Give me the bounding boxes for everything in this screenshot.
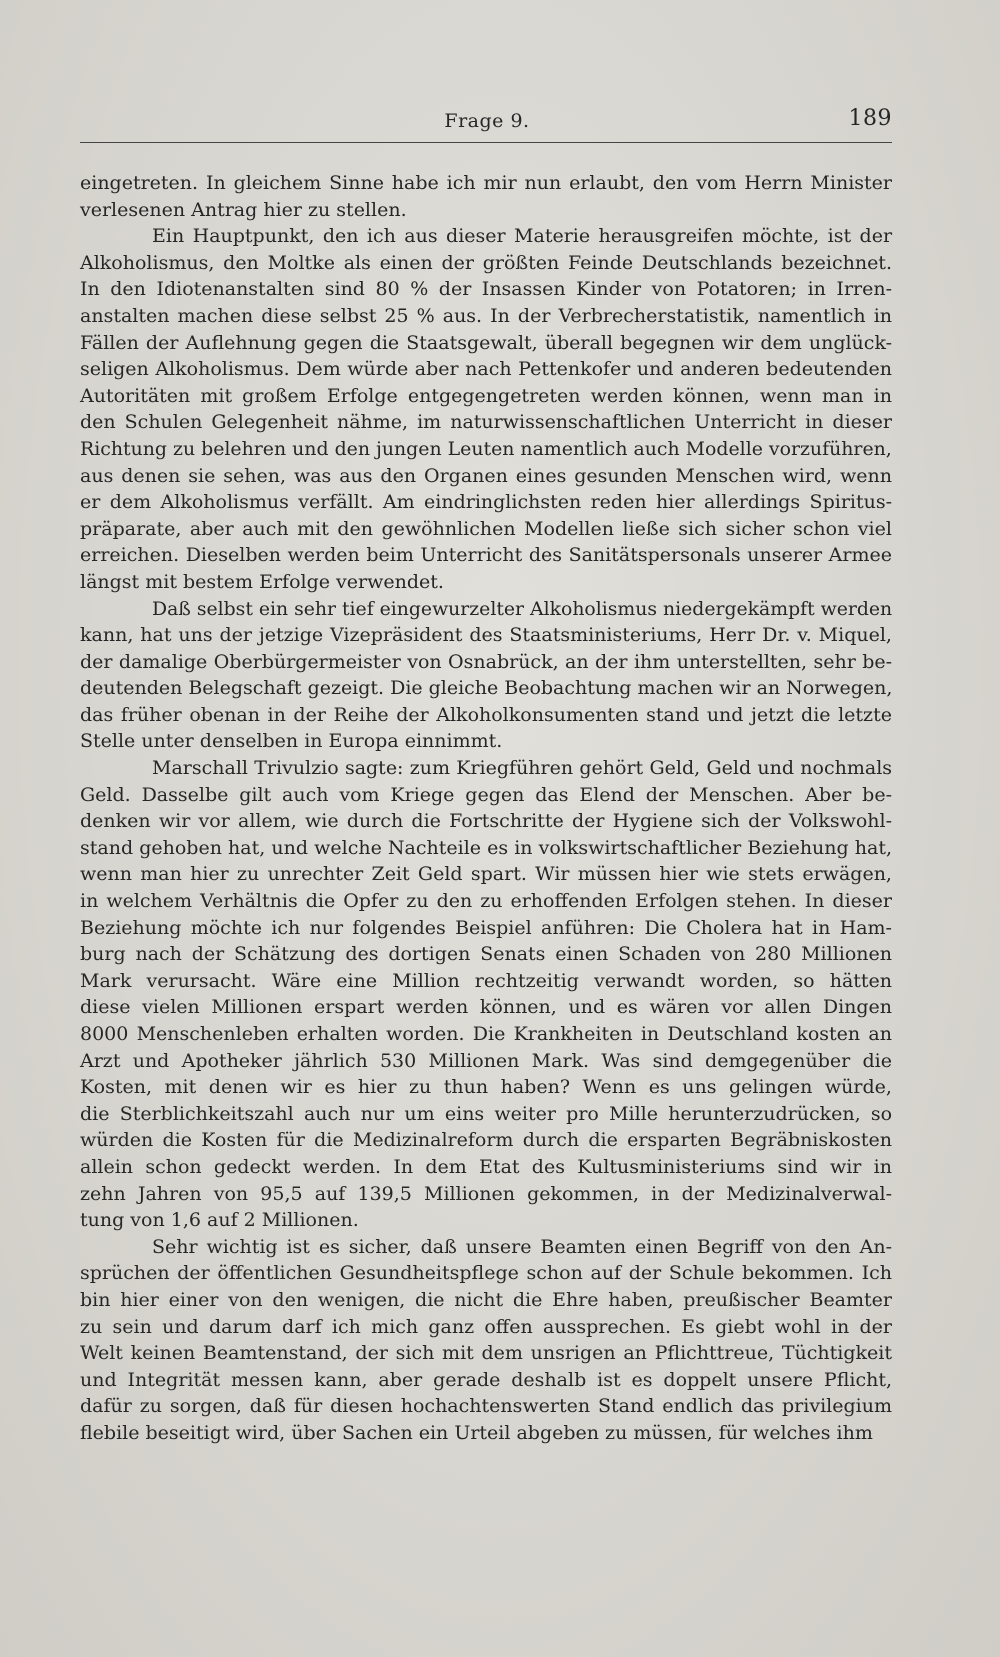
text-line: Arzt und Apotheker jährlich 530 Millionen Mark. Was sind demgegenüber die [80, 1049, 892, 1072]
text-line: längst mit bestem Erfolge verwendet. [80, 570, 444, 593]
text-line: Ein Hauptpunkt, den ich aus dieser Materie herausgreifen möchte, ist der [152, 225, 893, 248]
text-line: Alkoholismus, den Moltke als einen der größten Feinde Deutschlands bezeichnet. [80, 251, 892, 274]
page-number: 189 [848, 106, 892, 131]
text-line: Beziehung möchte ich nur folgendes Beispiel anführen: Die Cholera hat in Ham- [80, 916, 892, 939]
text-line: sprüchen der öffentlichen Gesundheitspflege schon auf der Schule bekommen. Ich [80, 1262, 892, 1285]
text-line: erreichen. Dieselben werden beim Unterricht des Sanitätspersonals unserer Armee [80, 544, 892, 567]
text-line: Marschall Trivulzio sagte: zum Kriegführen gehört Geld, Geld und nochmals [152, 757, 893, 780]
text-line: denken wir vor allem, wie durch die Fortschritte der Hygiene sich der Volkswohl- [80, 810, 893, 833]
text-line: das früher obenan in der Reihe der Alkoholkonsumenten stand und jetzt die letzte [80, 703, 892, 726]
paragraph [80, 755, 900, 1234]
paragraph [80, 596, 900, 756]
text-line: Richtung zu belehren und den jungen Leuten namentlich auch Modelle vorzuführen, [80, 437, 892, 460]
text-line: Geld. Dasselbe gilt auch vom Kriege gegen das Elend der Menschen. Aber be- [80, 783, 893, 806]
paragraph [80, 1234, 900, 1447]
text-line: würden die Kosten für die Medizinalreform durch die ersparten Begräbniskosten [80, 1129, 892, 1152]
text-line: bin hier einer von den wenigen, die nicht die Ehre haben, preußischer Beamter [80, 1288, 892, 1311]
text-line: burg nach der Schätzung des dortigen Senats einen Schaden von 280 Millionen [80, 943, 892, 966]
text-line: Fällen der Auflehnung gegen die Staatsgewalt, überall begegnen wir dem unglück- [80, 331, 893, 354]
text-line: allein schon gedeckt werden. In dem Etat des Kultusministeriums sind wir in [80, 1155, 892, 1178]
text-line: In den Idiotenanstalten sind 80 % der Insassen Kinder von Potatoren; in Irren- [80, 278, 893, 301]
text-line: präparate, aber auch mit den gewöhnlichen Modellen ließe sich sicher schon viel [80, 517, 892, 540]
text-line: Kosten, mit denen wir es hier zu thun haben? Wenn es uns gelingen würde, [80, 1076, 892, 1099]
text-line: aus denen sie sehen, was aus den Organen eines gesunden Menschen wird, wenn [80, 464, 892, 487]
text-line: verlesenen Antrag hier zu stellen. [80, 198, 407, 221]
text-line: in welchem Verhältnis die Opfer zu den zu erhoffenden Erfolgen stehen. In dieser [80, 890, 892, 913]
running-head [82, 104, 892, 144]
text-line: Daß selbst ein sehr tief eingewurzelter Alkoholismus niedergekämpft werden [152, 597, 893, 620]
paragraph [80, 223, 900, 595]
text-line: der damalige Oberbürgermeister von Osnabrück, an der ihm unterstellten, sehr be- [80, 650, 893, 673]
header-rule [80, 142, 892, 143]
text-line: zu sein und darum darf ich mich ganz offen aussprechen. Es giebt wohl in der [80, 1315, 893, 1338]
text-line: tung von 1,6 auf 2 Millionen. [80, 1209, 359, 1232]
text-line: eingetreten. In gleichem Sinne habe ich mir nun erlaubt, den vom Herrn Minister [80, 172, 892, 194]
text-line: kann, hat uns der jetzige Vizepräsident des Staatsministeriums, Herr Dr. v. Miquel, [80, 624, 892, 647]
text-line: dafür zu sorgen, daß für diesen hochachtenswerten Stand endlich das privilegium [80, 1395, 892, 1418]
text-line: Autoritäten mit großem Erfolge entgegengetreten werden können, wenn man in [80, 384, 892, 407]
text-line: Sehr wichtig ist es sicher, daß unsere Beamten einen Begriff von den An- [152, 1235, 893, 1258]
text-line: anstalten machen diese selbst 25 % aus. In der Verbrecherstatistik, namentlich in [80, 304, 893, 327]
text-line: wenn man hier zu unrechter Zeit Geld spart. Wir müssen hier wie stets erwägen, [80, 863, 892, 886]
body-text [80, 170, 900, 1447]
text-line: seligen Alkoholismus. Dem würde aber nach Pettenkofer und anderen bedeutenden [80, 358, 892, 381]
text-line: 8000 Menschenleben erhalten worden. Die Krankheiten in Deutschland kosten an [80, 1023, 892, 1045]
text-line: zehn Jahren von 95,5 auf 139,5 Millionen gekommen, in der Medizinalverwal- [80, 1182, 893, 1205]
text-line: Stelle unter denselben in Europa einnimmt. [80, 730, 503, 753]
text-line: die Sterblichkeitszahl auch nur um eins weiter pro Mille herunterzudrücken, so [80, 1102, 893, 1125]
text-line: stand gehoben hat, und welche Nachteile es in volkswirtschaftlicher Beziehung hat, [80, 836, 893, 859]
text-line: flebile beseitigt wird, über Sachen ein Urteil abgeben zu müssen, für welches ihm [80, 1421, 873, 1444]
text-line: er dem Alkoholismus verfällt. Am eindringlichsten reden hier allerdings Spiritus- [80, 491, 893, 514]
paragraph [80, 170, 900, 223]
text-line: Mark verursacht. Wäre eine Million rechtzeitig verwandt worden, so hätten [80, 969, 893, 992]
text-line: den Schulen Gelegenheit nähme, im naturwissenschaftlichen Unterricht in dieser [80, 411, 892, 434]
running-head-title: Frage 9. [444, 110, 530, 132]
text-line: diese vielen Millionen erspart werden können, und es wären vor allen Dingen [80, 996, 893, 1019]
text-line: deutenden Belegschaft gezeigt. Die gleiche Beobachtung machen wir an Norwegen, [80, 677, 893, 700]
text-line: und Integrität messen kann, aber gerade deshalb ist es doppelt unsere Pflicht, [80, 1368, 893, 1391]
text-line: Welt keinen Beamtenstand, der sich mit dem unsrigen an Pflichttreue, Tüchtigkeit [80, 1342, 893, 1365]
